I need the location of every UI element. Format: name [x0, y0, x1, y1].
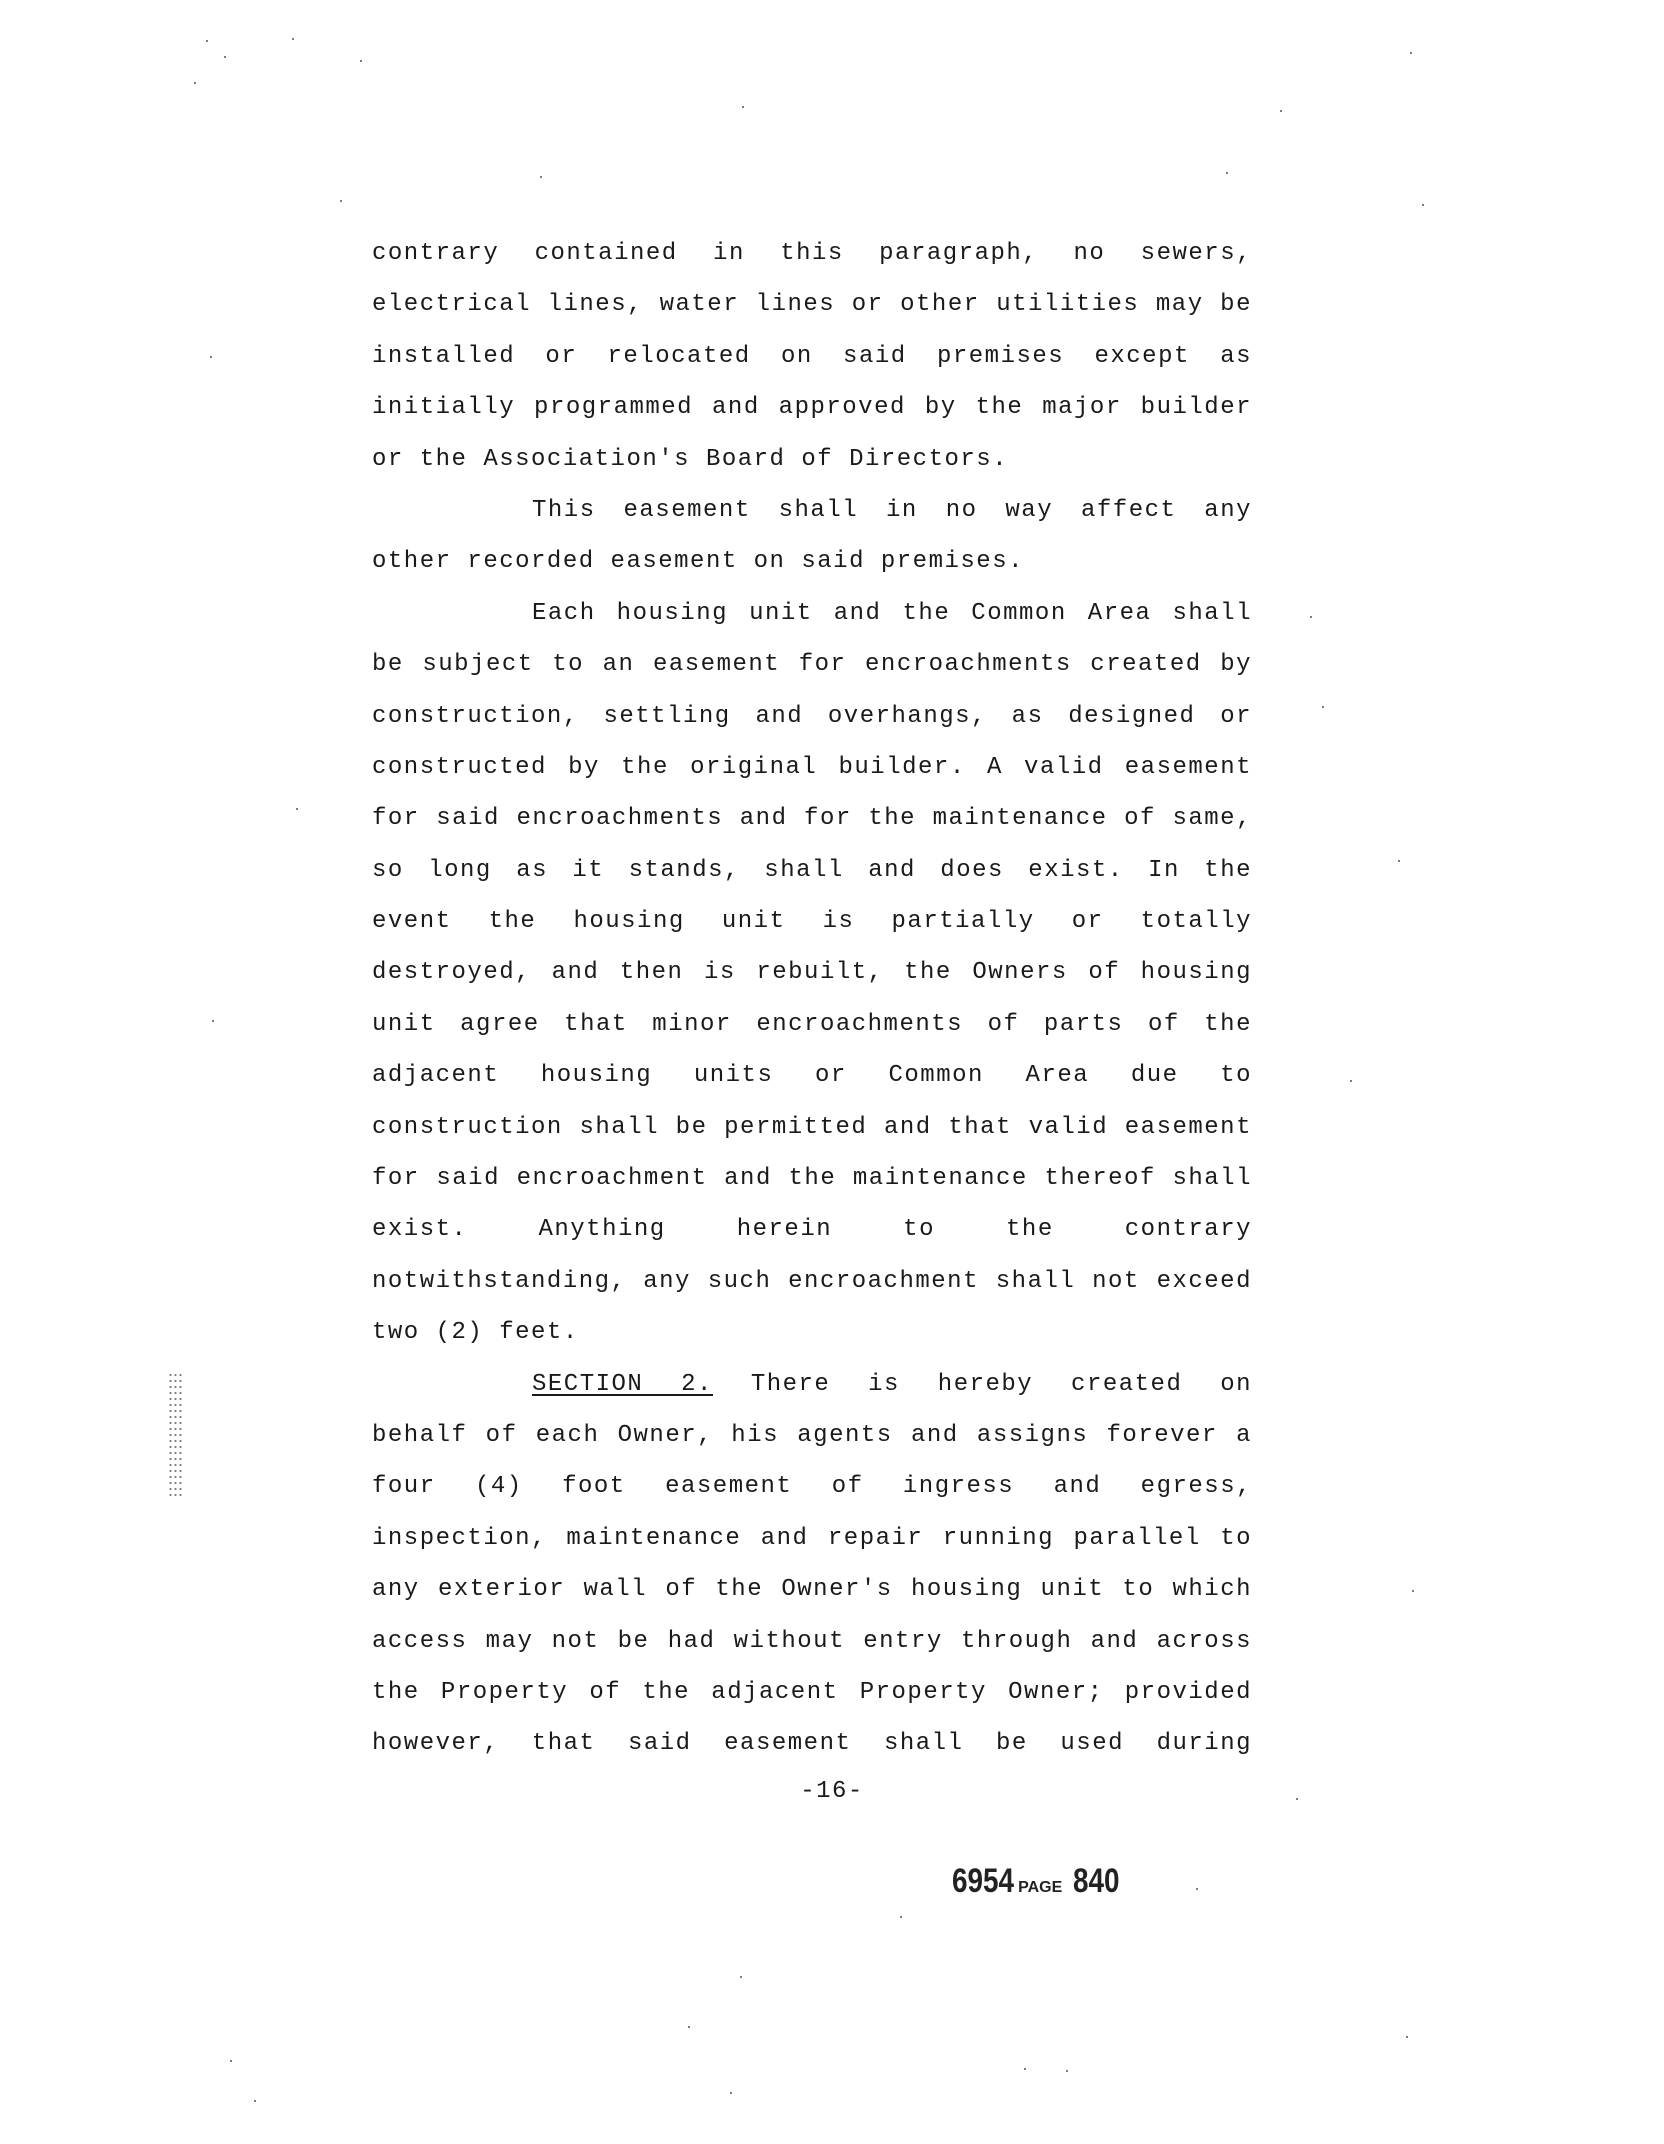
- scan-speck: [194, 82, 196, 84]
- text-line: other recorded easement on said premises.: [372, 548, 1024, 576]
- stamp-book-number: 6954: [952, 1862, 1015, 1900]
- text-line: however, that said easement shall be used during: [372, 1730, 1252, 1758]
- text-line: notwithstanding, any such encroachment shall not exceed: [372, 1267, 1252, 1295]
- section-2-first-line: [372, 1359, 1252, 1410]
- section-2-text: There is hereby created on: [750, 1370, 1253, 1398]
- scan-speck: [254, 2100, 256, 2102]
- section-heading: SECTION 2.: [532, 1370, 713, 1398]
- scan-speck: [742, 106, 744, 108]
- paragraph-first-line: This easement shall in no way affect any: [532, 496, 1252, 524]
- text-line: be subject to an easement for encroachments created by: [372, 651, 1252, 679]
- text-line: behalf of each Owner, his agents and assigns forever a: [372, 1421, 1252, 1449]
- text-line: contrary contained in this paragraph, no sewers,: [372, 240, 1252, 267]
- text-line: for said encroachment and the maintenance thereof shall: [372, 1165, 1252, 1193]
- stamp-page-number: 840: [1072, 1862, 1120, 1900]
- text-line: construction shall be permitted and that valid easement: [372, 1113, 1252, 1141]
- scan-speck: [1398, 860, 1400, 862]
- scan-speck: [296, 808, 298, 810]
- scan-speck: [1410, 52, 1412, 54]
- scan-speck: [206, 40, 208, 42]
- scan-speck: [1322, 706, 1324, 708]
- text-line: so long as it stands, shall and does exist. In the: [372, 856, 1252, 884]
- text-line: for said encroachments and for the maintenance of same,: [372, 805, 1252, 833]
- scan-speck: [740, 1976, 742, 1978]
- text-line: constructed by the original builder. A valid easement: [372, 753, 1252, 781]
- text-line: initially programmed and approved by the major builder: [372, 394, 1252, 422]
- text-line: event the housing unit is partially or totally: [372, 908, 1252, 936]
- scan-speck: [1350, 1080, 1352, 1082]
- scan-speck: [292, 38, 294, 40]
- scan-speck: [1066, 2070, 1068, 2072]
- scan-speck: [1196, 1888, 1198, 1890]
- scan-speck: [212, 1020, 214, 1022]
- text-line: inspection, maintenance and repair running parallel to: [372, 1524, 1252, 1552]
- page-number: -16-: [800, 1778, 864, 1805]
- scan-speck: [1422, 204, 1424, 206]
- text-line: destroyed, and then is rebuilt, the Owners of housing: [372, 959, 1252, 987]
- scan-speck: [730, 2092, 732, 2094]
- text-line: electrical lines, water lines or other utilities may be: [372, 291, 1252, 319]
- scan-speck: [210, 356, 212, 358]
- scan-speck: [1296, 1798, 1298, 1800]
- scan-speck: [224, 56, 226, 58]
- text-line: any exterior wall of the Owner's housing unit to which: [372, 1576, 1252, 1604]
- scan-speck: [1310, 616, 1312, 618]
- scan-speck: [1226, 172, 1228, 174]
- text-line: or the Association's Board of Directors.: [372, 445, 1009, 473]
- scan-speck: [900, 1916, 902, 1918]
- scan-speck: [1412, 1590, 1414, 1592]
- text-line: unit agree that minor encroachments of parts of the: [372, 1010, 1252, 1038]
- scan-speck: [340, 200, 342, 202]
- scan-speck: [230, 2060, 232, 2062]
- text-line: the Property of the adjacent Property Owner; provided: [372, 1678, 1252, 1706]
- text-line: installed or relocated on said premises except as: [372, 342, 1252, 370]
- document-body: [372, 228, 1252, 1770]
- scan-margin-mark: [168, 1372, 182, 1496]
- text-line: two (2) feet.: [372, 1319, 579, 1347]
- scan-speck: [540, 176, 542, 178]
- scan-speck: [1024, 2068, 1026, 2070]
- text-line: adjacent housing units or Common Area due to: [372, 1062, 1252, 1090]
- text-line: exist. Anything herein to the contrary: [372, 1216, 1252, 1244]
- stamp-page-label: PAGE: [1018, 1879, 1063, 1896]
- scan-speck: [1280, 110, 1282, 112]
- paragraph-first-line: Each housing unit and the Common Area shall: [532, 599, 1252, 627]
- text-line: access may not be had without entry through and across: [372, 1627, 1252, 1655]
- scan-speck: [360, 60, 362, 62]
- scan-speck: [1406, 2036, 1408, 2038]
- text-line: construction, settling and overhangs, as designed or: [372, 702, 1252, 730]
- recording-stamp: [952, 1862, 1129, 1901]
- text-line: four (4) foot easement of ingress and egress,: [372, 1473, 1252, 1501]
- scan-speck: [688, 2026, 690, 2028]
